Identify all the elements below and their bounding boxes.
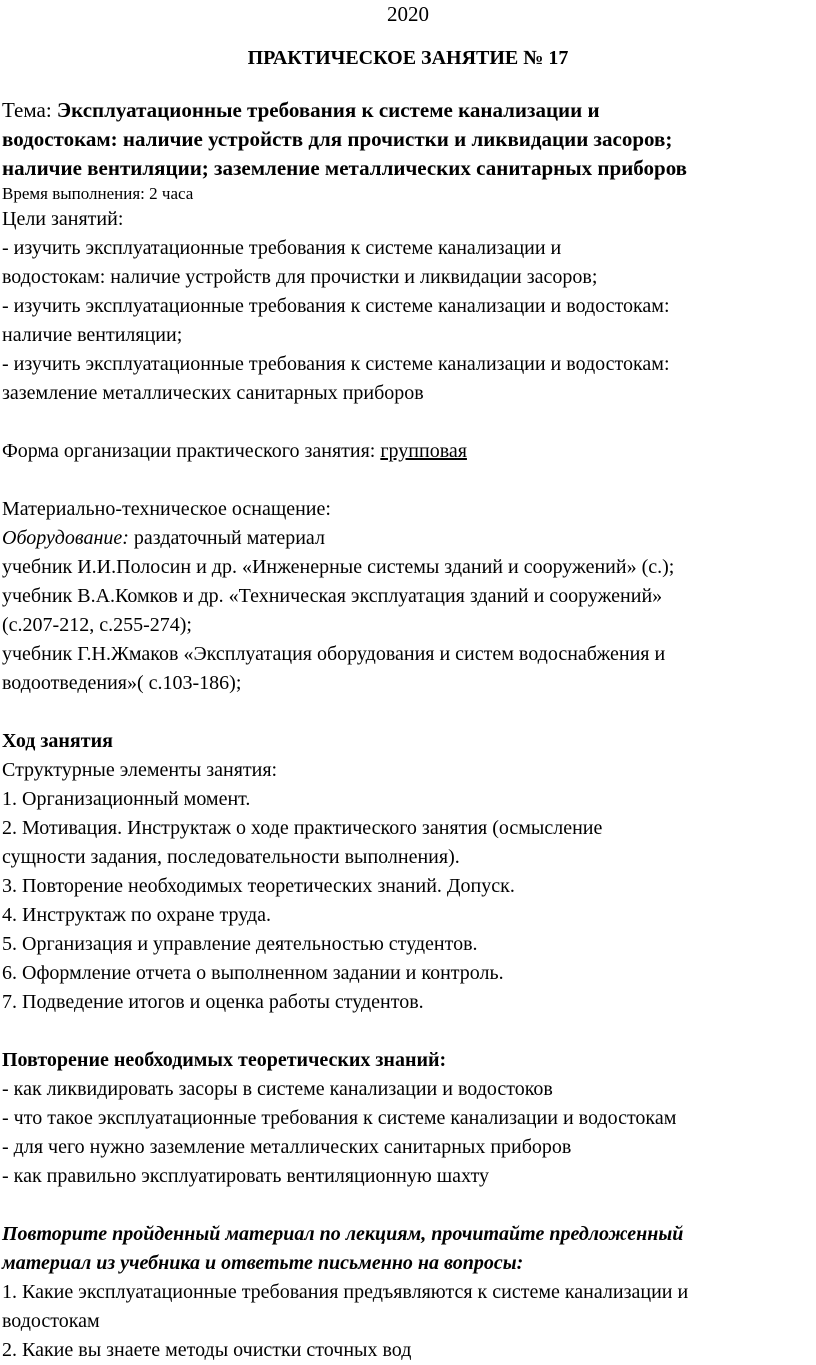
equipment-value: раздаточный материал [128, 527, 325, 549]
course-step: 3. Повторение необходимых теоретических знаний. Допуск. [2, 875, 515, 897]
goals-line: заземление металлических санитарных приборов [2, 382, 424, 404]
task-question: 1. Какие эксплуатационные требования предъявляются к системе канализации и [2, 1281, 689, 1303]
topic-line-1 [2, 96, 812, 125]
topic-text-3: наличие вентиляции; заземление металлических санитарных приборов [2, 156, 688, 180]
document-year: 2020 [387, 2, 429, 26]
duration: Время выполнения: 2 часа [2, 184, 194, 203]
goals-line: - изучить эксплуатационные требования к системе канализации и [2, 237, 562, 259]
goals-line: - изучить эксплуатационные требования к системе канализации и водостокам: [2, 353, 670, 375]
spacer [2, 466, 812, 495]
topic-text-1: Эксплуатационные требования к системе канализации и [56, 98, 600, 122]
equipment-heading: Материально-техническое оснащение: [2, 498, 331, 520]
document-body [2, 96, 812, 1365]
course-step: 6. Оформление отчета о выполненном задании и контроль. [2, 962, 504, 984]
task-question: водостокам [2, 1310, 100, 1332]
course-step: 2. Мотивация. Инструктаж о ходе практического занятия (осмысление [2, 817, 603, 839]
topic-text-2: водостокам: наличие устройств для прочистки и ликвидации засоров; [2, 127, 673, 151]
textbook-line: учебник И.И.Полосин и др. «Инженерные системы зданий и сооружений» (с.); [2, 556, 675, 578]
equipment-line [2, 524, 812, 553]
spacer [2, 1017, 812, 1046]
course-step: 4. Инструктаж по охране труда. [2, 904, 272, 926]
course-subheading: Структурные элементы занятия: [2, 759, 278, 781]
course-step: 1. Организационный момент. [2, 788, 251, 810]
spacer [2, 698, 812, 727]
course-heading: Ход занятия [2, 730, 113, 752]
review-item: - как правильно эксплуатировать вентиляционную шахту [2, 1165, 490, 1187]
task-instruction: материал из учебника и ответьте письменно на вопросы: [2, 1252, 524, 1274]
review-item: - как ликвидировать засоры в системе канализации и водостоков [2, 1078, 553, 1100]
form-value: групповая [380, 440, 467, 462]
goals-line: наличие вентиляции; [2, 324, 183, 346]
goals-line: водостокам: наличие устройств для прочистки и ликвидации засоров; [2, 266, 598, 288]
course-step: сущности задания, последовательности выполнения). [2, 846, 460, 868]
goals-heading: Цели занятий: [2, 208, 124, 230]
form-line [2, 437, 812, 466]
equipment-label: Оборудование: [2, 527, 129, 549]
document-title: ПРАКТИЧЕСКОЕ ЗАНЯТИЕ № 17 [247, 47, 569, 69]
topic-label: Тема: [2, 98, 57, 122]
spacer [2, 408, 812, 437]
textbook-line: учебник Г.Н.Жмаков «Эксплуатация оборудования и систем водоснабжения и [2, 643, 666, 665]
form-label: Форма организации практического занятия: [2, 440, 381, 462]
review-item: - для чего нужно заземление металлических санитарных приборов [2, 1136, 572, 1158]
textbook-line: (с.207-212, с.255-274); [2, 614, 192, 636]
review-heading: Повторение необходимых теоретических знаний: [2, 1049, 447, 1071]
spacer [2, 1191, 812, 1220]
review-item: - что такое эксплуатационные требования к системе канализации и водостокам [2, 1107, 677, 1129]
textbook-line: учебник В.А.Комков и др. «Техническая эксплуатация зданий и сооружений» [2, 585, 663, 607]
task-instruction: Повторите пройденный материал по лекциям, прочитайте предложенный [2, 1223, 684, 1245]
textbook-line: водоотведения»( с.103-186); [2, 672, 242, 694]
course-step: 7. Подведение итогов и оценка работы студентов. [2, 991, 424, 1013]
task-question: 2. Какие вы знаете методы очистки сточных вод [2, 1339, 412, 1361]
goals-line: - изучить эксплуатационные требования к системе канализации и водостокам: [2, 295, 670, 317]
course-step: 5. Организация и управление деятельностью студентов. [2, 933, 478, 955]
